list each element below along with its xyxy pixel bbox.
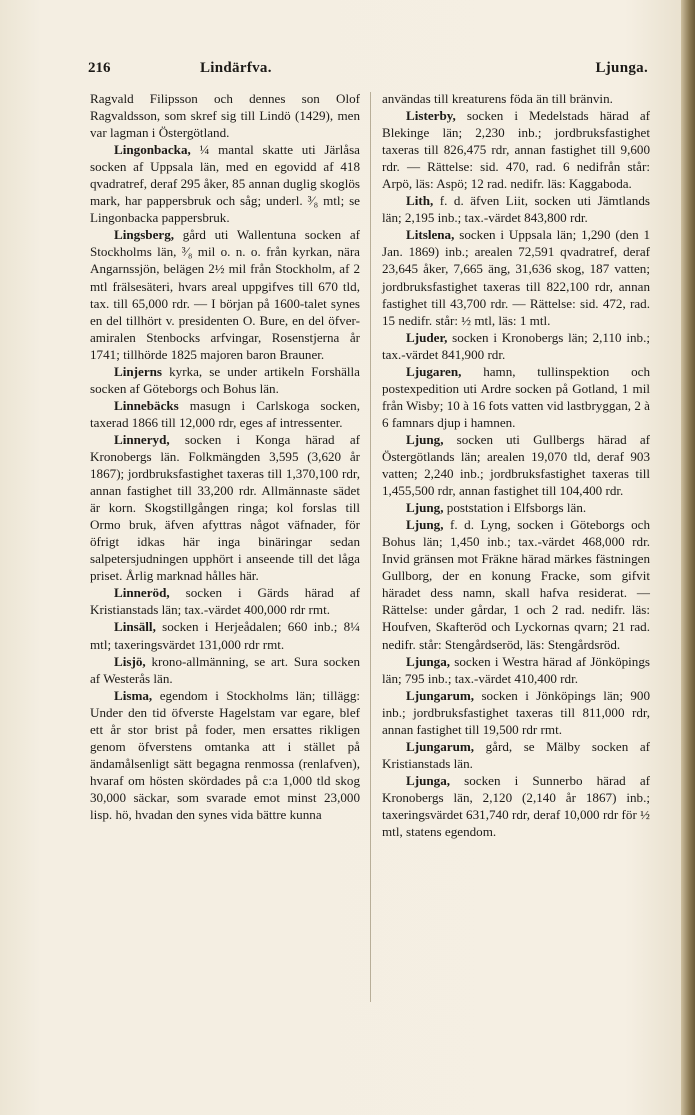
entry [90, 397, 360, 431]
entry-text: poststation i Elfsborgs län. [446, 500, 587, 516]
entry-text: gård uti Wallentuna socken af Stockholms län, ³⁄₈ mil o. n. o. från kyrkan, nära Angarnssjön, belägen 2½ mil från Stockholm, af 2 mtl frälsesäteri, hvars areal uppgifves till 670 tld, tax. till 65,000 rdr. — I början på 1600-talet synes en del tillhört v. presidenten O. Bure, en del öfver-amiralen Stenbocks arfvingar, Rosenstjerna år 1741; tillhörde 1825 majoren baron Brauner. [90, 227, 360, 362]
entry-text: socken i Jönköpings län; 900 inb.; jordbruksfastighet taxeras till 811,000 rdr, annan fastighet till 19,500 rdr rmt. [382, 687, 650, 737]
entry [90, 431, 360, 584]
entry-text: kyrka, se under artikeln Forshälla socken af Göteborgs och Bohus län. [90, 363, 360, 396]
entry-text: socken i Westra härad af Jönköpings län; 795 inb.; tax.-värdet 410,400 rdr. [382, 653, 650, 686]
entry [382, 738, 650, 772]
entry-headword: Lisma, [114, 687, 153, 703]
entry [90, 584, 360, 618]
entry [90, 687, 360, 823]
entry-text: socken uti Gullbergs härad af Östergötlands län; arealen 19,070 tld, deraf 903 vatten; 2,240 inb.; jordbruksfastighet taxeras till 1,455,500 rdr, annan fastighet till 104,400 rdr. [382, 431, 650, 499]
entry [382, 90, 650, 107]
entry-text: socken i Sunnerbo härad af Kronobergs län, 2,120 (2,140 år 1867) inb.; taxeringsvärdet 631,740 rdr, deraf 10,000 rdr för ½ mtl, statens egendom. [382, 772, 650, 840]
entry-headword: Linneröd, [114, 585, 170, 601]
book-spine-edge [681, 0, 695, 1115]
entry-text: socken i Konga härad af Kronobergs län. Folkmängden 3,595 (3,620 år 1867); jordbruksfastighet taxeras till 1,370,100 rdr, annan fastighet till 33,200 rdr. Allmännaste sädet är korn. Skogstillgången ringa; kol forslas till Ormo bruk, äfven afyttras något väfnader, för öfrigt idkas här inga binäringar sedan salpetersjudningen upphört i anseende till det låga priset. Årlig marknad hålles här. [90, 431, 360, 584]
running-head-right: Ljunga. [595, 60, 648, 76]
page-number: 216 [88, 60, 111, 76]
entry-text: hamn, tullinspektion och postexpedition uti Ardre socken på Gotland, 1 mil från Wisby; 10 à 16 fots vatten vid lastbryggan, 2 à 6 famnars djup i hamnen. [382, 363, 650, 430]
entry [382, 653, 650, 687]
entry-headword: Ljuder, [406, 329, 448, 345]
entry [382, 226, 650, 328]
entry [382, 329, 650, 363]
entry [90, 618, 360, 652]
entry-text: f. d. Lyng, socken i Göteborgs och Bohus län; 1,450 inb.; tax.-värdet 468,000 rdr. Invid gränsen mot Fräkne härad märkes fästningen Gullborg, der en konung Fracke, som gifvit häradet dess namn, skall hafva residerat. — Rättelse: under gårdar, 1 och 2 rad. nedifr. läs: Houfven, Skafteröd och Lyckornas qvarn; 21 rad. nedifr. står: Stengårdseröd, läs: Stengårdsröd. [382, 517, 651, 652]
entry-text: socken i Kronobergs län; 2,110 inb.; tax.-värdet 841,900 rdr. [382, 329, 650, 362]
entry-headword: Ljung, [406, 431, 444, 447]
entry-text: krono-allmänning, se art. Sura socken af Westerås län. [90, 653, 360, 686]
entry-headword: Linnebäcks [114, 397, 179, 413]
entry [90, 363, 360, 397]
entry-headword: Ljungarum, [406, 738, 475, 754]
column-divider [370, 92, 371, 1002]
entry-text: användas till kreaturens föda än till bränvin. [382, 91, 613, 106]
entry-headword: Ljunga, [406, 653, 451, 669]
entry [382, 499, 650, 516]
entry-text: socken i Gärds härad af Kristianstads län; tax.-värdet 400,000 rdr rmt. [90, 585, 360, 618]
entry [382, 363, 650, 431]
entry-text: socken i Herjeådalen; 660 inb.; 8¼ mtl; taxeringsvärdet 131,000 rdr rmt. [90, 619, 360, 652]
page-header [88, 60, 648, 82]
entry-headword: Ljung, [406, 500, 444, 516]
entry [382, 687, 650, 738]
entry-headword: Lisjö, [114, 653, 146, 669]
left-column [90, 90, 360, 823]
entry-headword: Ljunga, [406, 772, 451, 788]
entry [90, 90, 360, 141]
entry-headword: Listerby, [406, 108, 456, 124]
entry-text: socken i Medelstads härad af Blekinge län; 2,230 inb.; jordbruksfastighet taxeras till 826,475 rdr, annan fastighet till 9,600 rdr. — Rättelse: sid. 470, rad. 6 nedifrån står: Arpö, läs: Aspö; 12 rad. nedifr. läs: Kaggaboda. [382, 108, 650, 192]
entry-text: ¼ mantal skatte uti Järlåsa socken af Uppsala län, med en egovidd af 418 qvadratref, deraf 295 åker, 85 annan duglig skoglös mark, har pappersbruk och såg; underl. ³⁄₈ mtl; se Lingonbacka pappersbruk. [90, 142, 360, 226]
entry-headword: Ljugaren, [406, 363, 462, 379]
entry-text: gård, se Mälby socken af Kristianstads län. [382, 738, 650, 771]
entry-text: egendom i Stockholms län; tillägg: Under den tid öfverste Hagelstam var egare, blef ett år stor brist på foder, men ersattes rikligen genom öfverstens omtanka att i stället på ändamålsenligt sätt begagna renmossa (renlafven), hvaraf om hösten skördades på c:a 1,000 tld skog 30,000 säckar, som svarade emot minst 23,000 lisp. hö, hvadan den synes vida bättre kunna [90, 687, 361, 822]
entry-headword: Litslena, [406, 227, 455, 243]
entry [382, 516, 650, 652]
running-head-left: Lindärfva. [200, 60, 272, 76]
entry [90, 141, 360, 226]
entry-headword: Lith, [406, 193, 434, 209]
entry-headword: Linneryd, [114, 431, 170, 447]
entry-text: Ragvald Filipsson och dennes son Olof Ragvaldsson, som skref sig till Lindö (1429), men var lagman i Östergötland. [90, 91, 360, 141]
entry-headword: Ljung, [406, 517, 444, 533]
entry [90, 226, 360, 362]
entry-headword: Ljungarum, [406, 687, 475, 703]
entry [90, 653, 360, 687]
entry-headword: Lingonbacka, [114, 142, 191, 158]
entry-headword: Lingsberg, [114, 227, 175, 243]
entry-text: masugn i Carlskoga socken, taxerad 1866 till 12,000 rdr, eges af intressenter. [90, 397, 360, 430]
entry-headword: Linsäll, [114, 619, 156, 635]
entry [382, 772, 650, 840]
right-column [382, 90, 650, 840]
entry-text: f. d. äfven Liit, socken uti Jämtlands län; 2,195 inb.; tax.-värdet 843,800 rdr. [382, 193, 650, 226]
entry [382, 107, 650, 192]
entry [382, 192, 650, 226]
entry-text: socken i Uppsala län; 1,290 (den 1 Jan. 1869) inb.; arealen 72,591 qvadratref, deraf 23,645 åker, 7,665 äng, 31,636 skog, 187 vatten; jordbruksfastighet taxeras till 822,100 rdr, annan fastighet till 43,700 rdr. — Rättelse: sid. 472, rad. 15 nedifr. står: ½ mtl, läs: 1 mtl. [382, 227, 650, 328]
entry-headword: Linjerns [114, 363, 163, 379]
entry [382, 431, 650, 499]
